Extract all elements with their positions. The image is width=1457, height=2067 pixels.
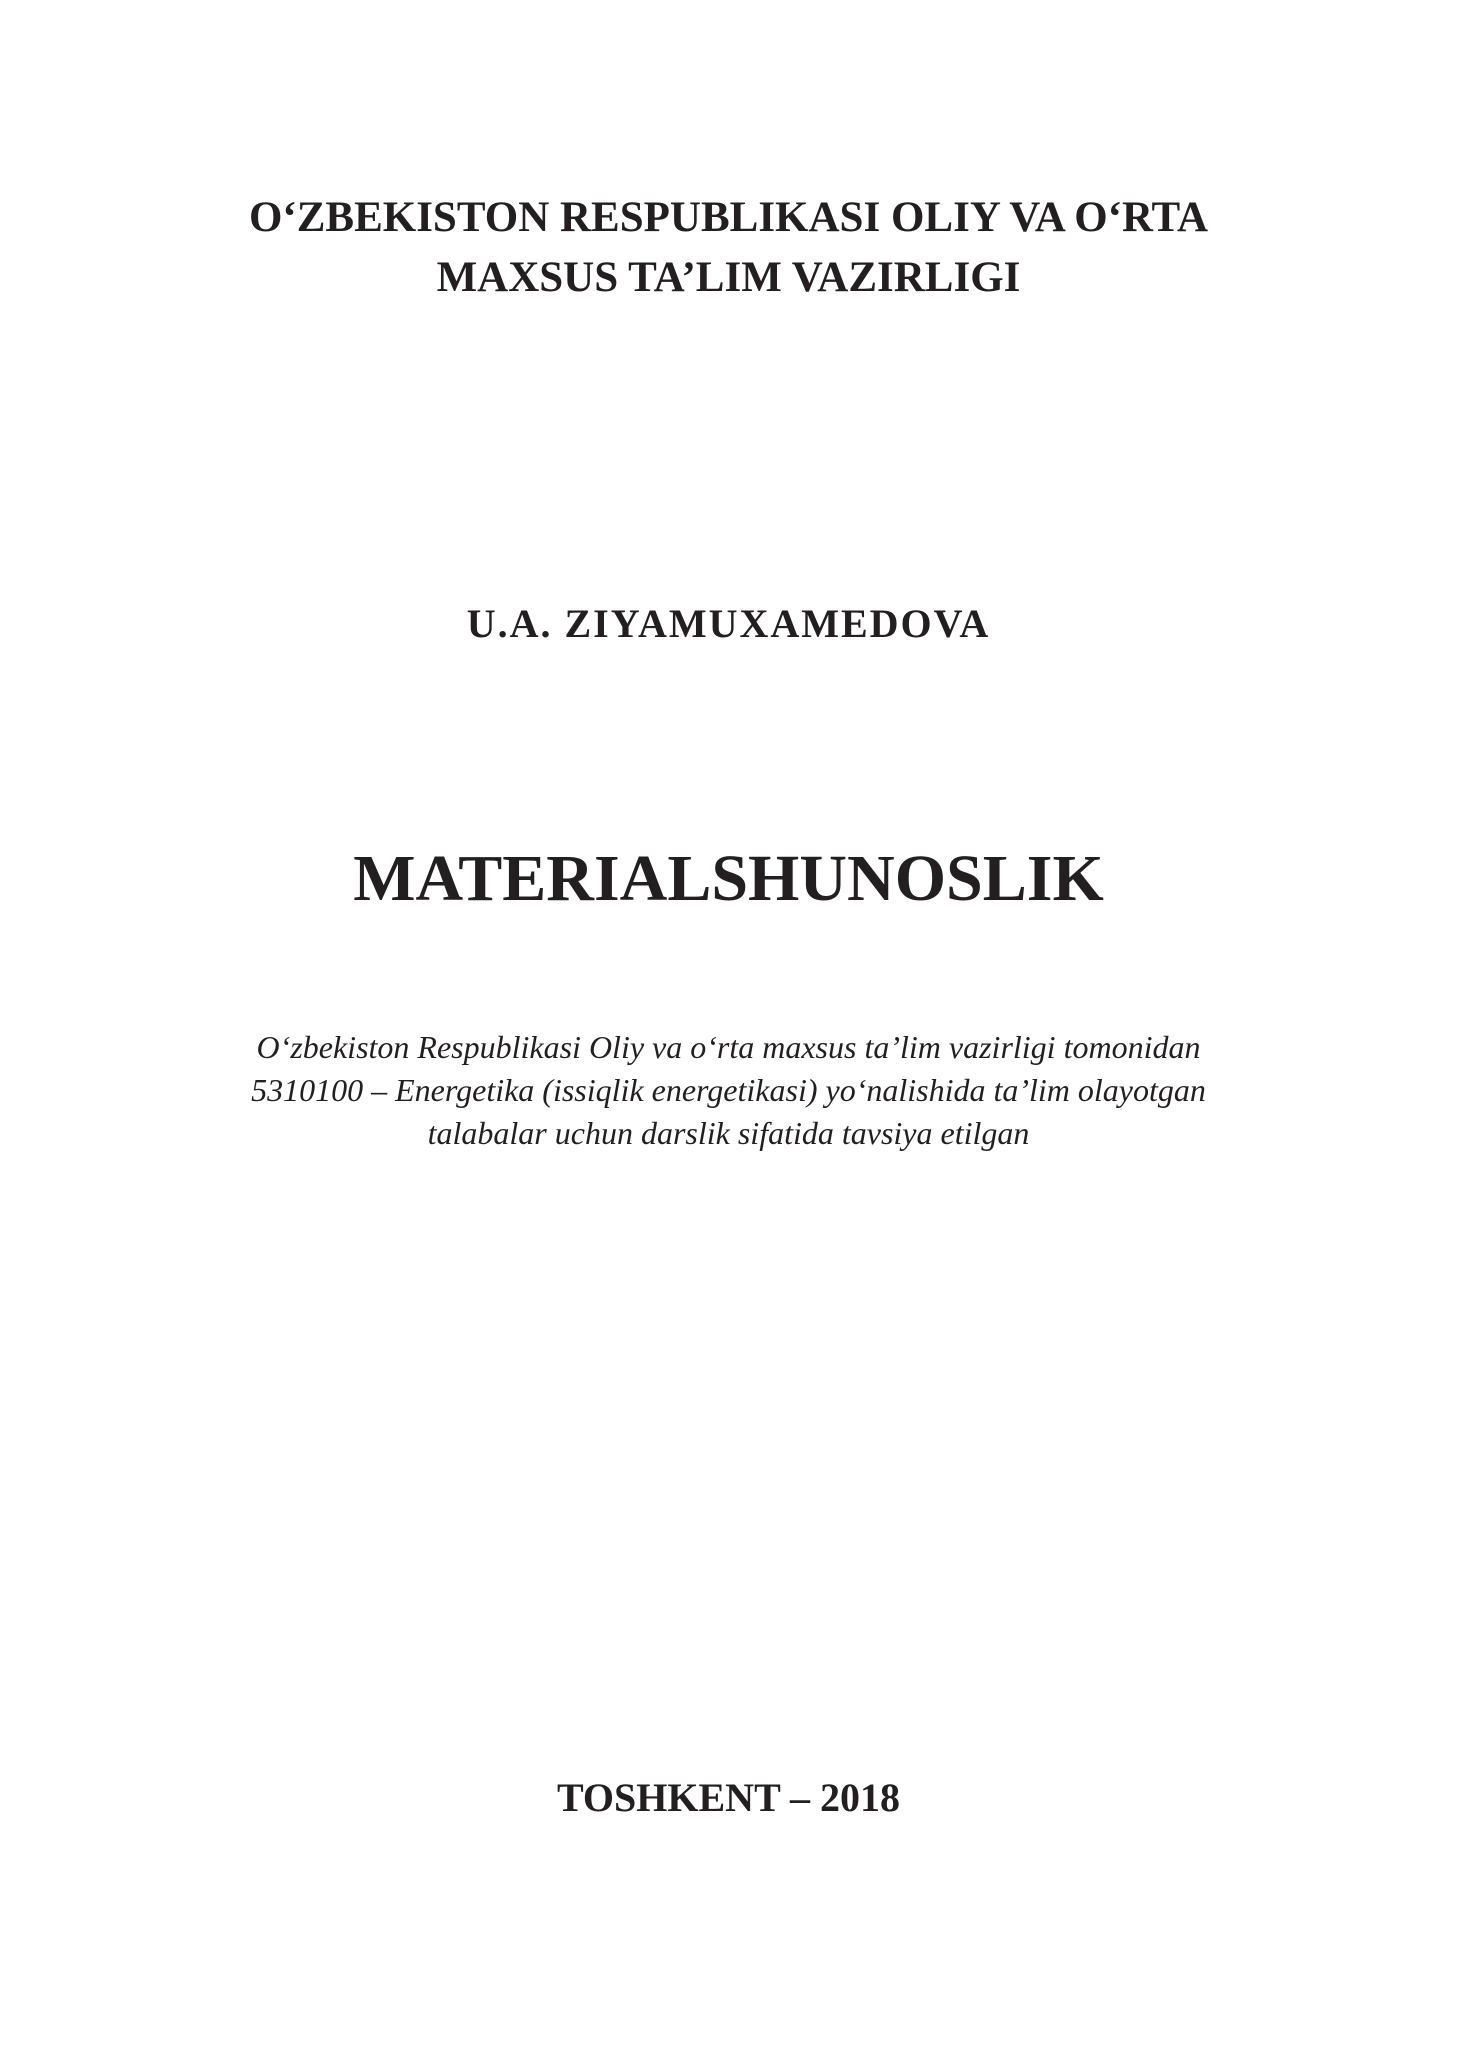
city-year: TOSHKENT – 2018 [556, 1775, 901, 1820]
recommendation-text [0, 1026, 1457, 1155]
ministry-heading [0, 188, 1457, 308]
recommendation-line-1: O‘zbekiston Respublikasi Oliy va o‘rta maxsus ta’lim vazirligi tomonidan [256, 1029, 1201, 1065]
recommendation-line-3: talabalar uchun darslik sifatida tavsiya etilgan [427, 1115, 1030, 1151]
ministry-line-2: MAXSUS TA’LIM VAZIRLIGI [436, 254, 1021, 301]
ministry-line-1: O‘ZBEKISTON RESPUBLIKASI OLIY VA O‘RTA [248, 194, 1209, 241]
author-name: U.A. ZIYAMUXAMEDOVA [466, 601, 991, 646]
book-title: MATERIALSHUNOSLIK [353, 842, 1104, 915]
recommendation-line-2: 5310100 – Energetika (issiqlik energetikasi) yo‘nalishida ta’lim olayotgan [251, 1072, 1206, 1108]
